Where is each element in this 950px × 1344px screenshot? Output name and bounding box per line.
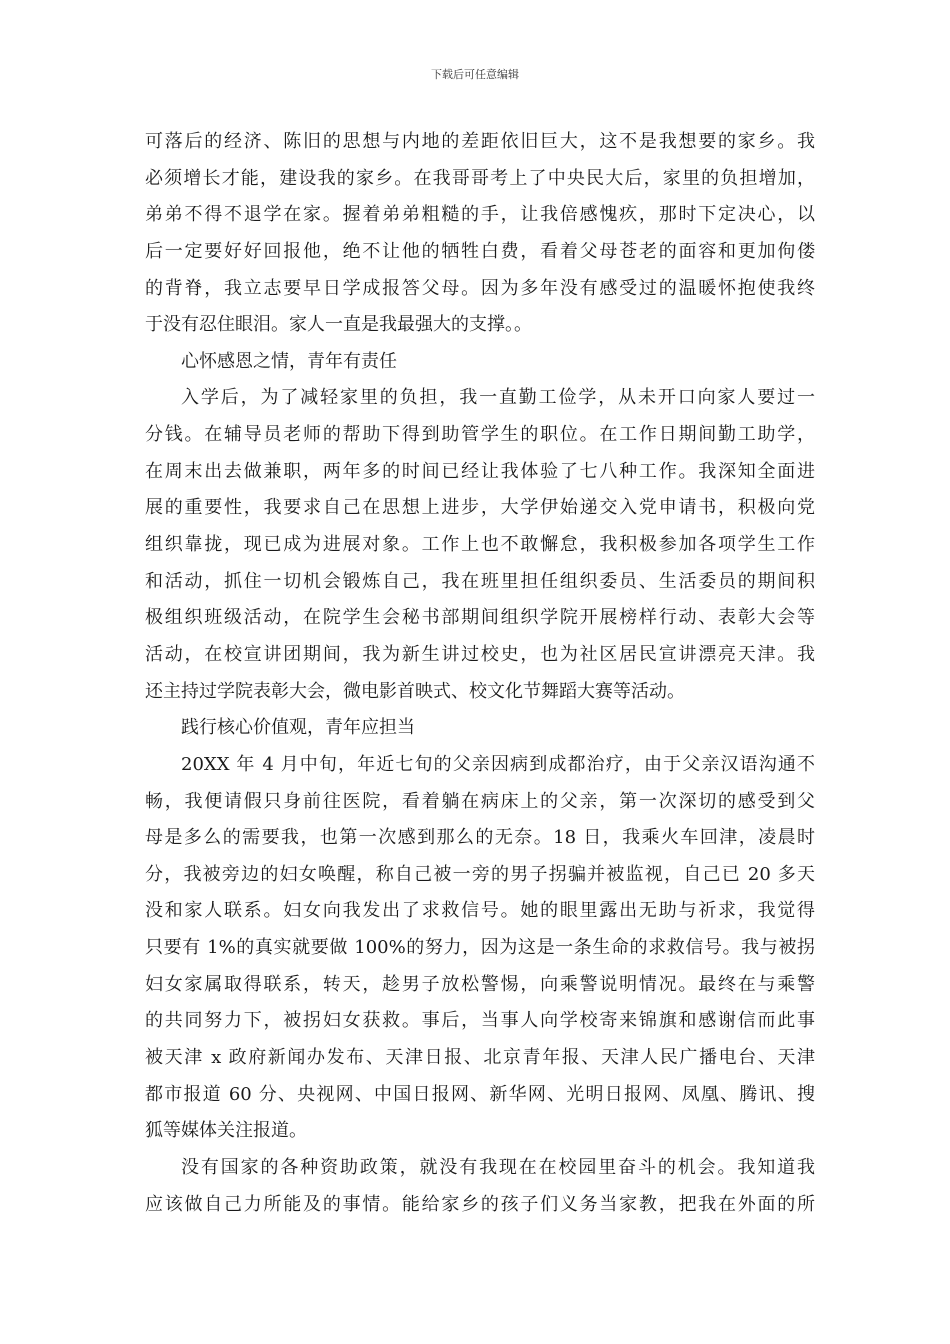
text-line: 狐等媒体关注报道。: [145, 1120, 307, 1142]
text-line: 展的重要性，我要求自己在思想上进步，大学伊始递交入党申请书，积极向党: [145, 497, 815, 519]
page-header: 下载后可任意编辑: [431, 68, 519, 81]
text-line: 分钱。在辅导员老师的帮助下得到助管学生的职位。在工作日期间勤工助学，: [145, 424, 815, 446]
text-line: 后一定要好好回报他，绝不让他的牺牲白费，看着父母苍老的面容和更加佝偻: [145, 240, 815, 262]
text-line: 被天津 x 政府新闻办发布、天津日报、北京青年报、天津人民广播电台、天津: [145, 1047, 815, 1069]
text-line: 必须增长才能，建设我的家乡。在我哥哥考上了中央民大后，家里的负担增加，: [145, 167, 815, 189]
text-line: 只要有 1%的真实就要做 100%的努力，因为这是一条生命的求救信号。我与被拐: [145, 937, 815, 959]
text-line: 的背脊，我立志要早日学成报答父母。因为多年没有感受过的温暖怀抱使我终: [145, 277, 815, 299]
text-line: 践行核心价值观，青年应担当: [181, 717, 415, 739]
text-line: 于没有忍住眼泪。家人一直是我最强大的支撑。。: [145, 314, 532, 336]
text-line: 组织靠拢，现已成为进展对象。工作上也不敢懈怠，我积极参加各项学生工作: [145, 534, 815, 556]
text-line: 活动，在校宣讲团期间，我为新生讲过校史，也为社区居民宣讲漂亮天津。我: [145, 643, 815, 665]
text-line: 还主持过学院表彰大会，微电影首映式、校文化节舞蹈大赛等活动。: [145, 680, 685, 702]
text-line: 极组织班级活动，在院学生会秘书部期间组织学院开展榜样行动、表彰大会等: [145, 607, 815, 629]
text-line: 分，我被旁边的妇女唤醒，称自己被一旁的男子拐骗并被监视，自己已 20 多天: [145, 863, 815, 885]
text-line: 和活动，抓住一切机会锻炼自己，我在班里担任组织委员、生活委员的期间积: [145, 570, 815, 592]
text-line: 弟弟不得不退学在家。握着弟弟粗糙的手，让我倍感愧疚，那时下定决心，以: [145, 204, 815, 226]
text-line: 畅，我便请假只身前往医院，看着躺在病床上的父亲，第一次深切的感受到父: [145, 790, 815, 812]
text-line: 入学后，为了减轻家里的负担，我一直勤工俭学，从未开口向家人要过一: [181, 387, 815, 409]
text-line: 应该做自己力所能及的事情。能给家乡的孩子们义务当家教，把我在外面的所: [145, 1193, 815, 1215]
text-line: 20XX 年 4 月中旬，年近七旬的父亲因病到成都治疗，由于父亲汉语沟通不: [181, 753, 815, 775]
text-line: 母是多么的需要我，也第一次感到那么的无奈。18 日，我乘火车回津，凌晨时: [145, 827, 815, 849]
text-line: 可落后的经济、陈旧的思想与内地的差距依旧巨大，这不是我想要的家乡。我: [145, 131, 815, 152]
text-line: 在周末出去做兼职，两年多的时间已经让我体验了七八种工作。我深知全面进: [145, 460, 815, 482]
text-line: 妇女家属取得联系，转天，趁男子放松警惕，向乘警说明情况。最终在与乘警: [145, 973, 815, 995]
text-line: 没有国家的各种资助政策，就没有我现在在校园里奋斗的机会。我知道我: [181, 1156, 815, 1178]
document-body: [145, 124, 815, 1223]
text-line: 的共同努力下，被拐妇女获救。事后，当事人向学校寄来锦旗和感谢信而此事: [145, 1010, 815, 1032]
text-line: 都市报道 60 分、央视网、中国日报网、新华网、光明日报网、凤凰、腾讯、搜: [145, 1083, 815, 1105]
text-line: 没和家人联系。妇女向我发出了求救信号。她的眼里露出无助与祈求，我觉得: [145, 900, 815, 922]
text-line: 心怀感恩之情，青年有责任: [181, 350, 397, 372]
